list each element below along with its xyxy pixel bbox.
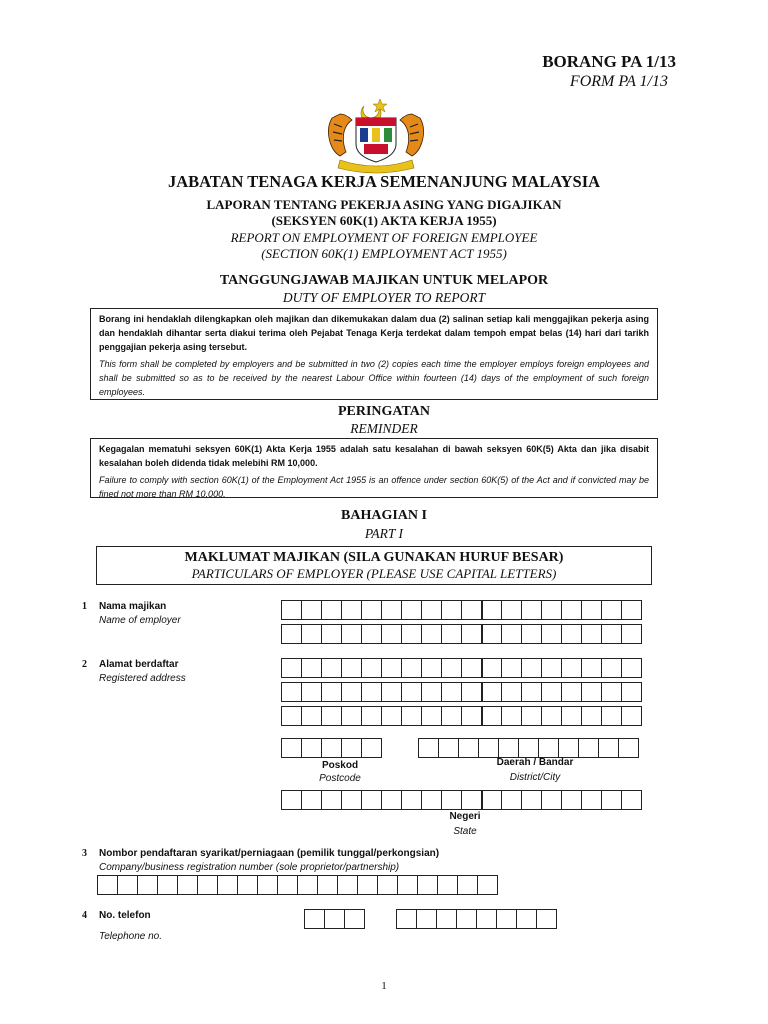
character-cell[interactable]	[501, 624, 522, 644]
character-cell[interactable]	[481, 790, 502, 810]
address-input-line1[interactable]	[281, 658, 642, 678]
character-cell[interactable]	[438, 738, 459, 758]
question-number: 4	[82, 910, 87, 921]
character-cell[interactable]	[401, 682, 422, 702]
character-cell[interactable]	[581, 624, 602, 644]
address-input-line3[interactable]	[281, 706, 642, 726]
character-cell[interactable]	[317, 875, 338, 895]
character-cell[interactable]	[601, 682, 622, 702]
character-cell[interactable]	[518, 738, 539, 758]
character-cell[interactable]	[561, 682, 582, 702]
character-cell[interactable]	[237, 875, 258, 895]
character-cell[interactable]	[441, 624, 462, 644]
character-cell[interactable]	[621, 790, 642, 810]
character-cell[interactable]	[441, 600, 462, 620]
character-cell[interactable]	[461, 658, 482, 678]
character-cell[interactable]	[478, 738, 499, 758]
character-cell[interactable]	[501, 682, 522, 702]
character-cell[interactable]	[456, 909, 477, 929]
section-bm: (SEKSYEN 60K(1) AKTA KERJA 1955)	[271, 213, 497, 228]
character-cell[interactable]	[418, 738, 439, 758]
character-cell[interactable]	[558, 738, 579, 758]
character-cell[interactable]	[281, 790, 302, 810]
character-cell[interactable]	[441, 682, 462, 702]
section-en: (SECTION 60K(1) EMPLOYMENT ACT 1955)	[261, 246, 507, 261]
character-cell[interactable]	[377, 875, 398, 895]
character-cell[interactable]	[561, 600, 582, 620]
character-cell[interactable]	[421, 624, 442, 644]
character-cell[interactable]	[361, 600, 382, 620]
registration-number-input[interactable]	[97, 875, 498, 895]
character-cell[interactable]	[461, 600, 482, 620]
character-cell[interactable]	[97, 875, 118, 895]
department-title: JABATAN TENAGA KERJA SEMENANJUNG MALAYSIA	[167, 172, 601, 191]
character-cell[interactable]	[521, 624, 542, 644]
character-cell[interactable]	[197, 875, 218, 895]
character-cell[interactable]	[337, 875, 358, 895]
registration-label-bm: Nombor pendaftaran syarikat/perniagaan (pemilik tunggal/perkongsian)	[99, 848, 440, 859]
character-cell[interactable]	[321, 738, 342, 758]
duty-text-en: This form shall be completed by employers and be submitted in two (2) copies each time the employer employs foreign employees and shall be submitted so as to be received by the nearest Labour Office within fourteen (14) days of the employment of such foreign employees.	[99, 359, 649, 397]
character-cell[interactable]	[461, 790, 482, 810]
state-label-en: State	[453, 826, 477, 837]
character-cell[interactable]	[401, 624, 422, 644]
character-cell[interactable]	[321, 624, 342, 644]
character-cell[interactable]	[401, 790, 422, 810]
postcode-label-en: Postcode	[319, 773, 361, 784]
character-cell[interactable]	[581, 600, 602, 620]
character-cell[interactable]	[541, 706, 562, 726]
character-cell[interactable]	[361, 790, 382, 810]
character-cell[interactable]	[401, 600, 422, 620]
reminder-text-box	[90, 438, 658, 498]
character-cell[interactable]	[416, 909, 437, 929]
character-cell[interactable]	[257, 875, 278, 895]
character-cell[interactable]	[297, 875, 318, 895]
state-label-bm: Negeri	[449, 811, 481, 822]
character-cell[interactable]	[536, 909, 557, 929]
character-cell[interactable]	[301, 738, 322, 758]
character-cell[interactable]	[561, 624, 582, 644]
character-cell[interactable]	[401, 658, 422, 678]
report-title-bm: LAPORAN TENTANG PEKERJA ASING YANG DIGAJIKAN	[206, 197, 562, 212]
telephone-label-bm: No. telefon	[99, 910, 151, 921]
character-cell[interactable]	[301, 682, 322, 702]
character-cell[interactable]	[381, 682, 402, 702]
reminder-heading-bm: PERINGATAN	[337, 404, 431, 419]
part-heading-bm: BAHAGIAN I	[341, 508, 427, 523]
question-number: 2	[82, 659, 87, 670]
duty-text-bm: Borang ini hendaklah dilengkapkan oleh majikan dan dikemukakan dalam dua (2) salinan setiap kali menggajikan pekerja asing dan hendaklah dihantar serta diakui terima oleh Pejabat Tenaga Kerja terdekat dalam tempoh empat belas (14) hari dari tarikh penggajian pekerja asing tersebut.	[99, 314, 649, 352]
character-cell[interactable]	[621, 624, 642, 644]
report-title-en: REPORT ON EMPLOYMENT OF FOREIGN EMPLOYEE	[230, 230, 538, 245]
part-title-box	[96, 546, 652, 585]
character-cell[interactable]	[621, 658, 642, 678]
employer-name-label-en: Name of employer	[99, 615, 181, 626]
character-cell[interactable]	[498, 738, 519, 758]
character-cell[interactable]	[541, 658, 562, 678]
character-cell[interactable]	[321, 706, 342, 726]
character-cell[interactable]	[521, 600, 542, 620]
character-cell[interactable]	[541, 600, 562, 620]
character-cell[interactable]	[281, 658, 302, 678]
telephone-number-input[interactable]	[396, 909, 557, 929]
character-cell[interactable]	[481, 706, 502, 726]
reminder-text-bm: Kegagalan mematuhi seksyen 60K(1) Akta Kerja 1955 adalah satu kesalahan di bawah seksyen 60K(5) Akta dan jika disabit kesalahan boleh didenda tidak melebihi RM 10,000.	[99, 444, 649, 468]
character-cell[interactable]	[341, 624, 362, 644]
character-cell[interactable]	[301, 658, 322, 678]
character-cell[interactable]	[437, 875, 458, 895]
character-cell[interactable]	[581, 790, 602, 810]
page-number: 1	[381, 980, 387, 992]
character-cell[interactable]	[501, 706, 522, 726]
character-cell[interactable]	[137, 875, 158, 895]
character-cell[interactable]	[397, 875, 418, 895]
character-cell[interactable]	[177, 875, 198, 895]
character-cell[interactable]	[341, 706, 362, 726]
character-cell[interactable]	[281, 738, 302, 758]
character-cell[interactable]	[401, 706, 422, 726]
character-cell[interactable]	[324, 909, 345, 929]
part-heading-en: PART I	[364, 526, 404, 541]
character-cell[interactable]	[421, 682, 442, 702]
character-cell[interactable]	[481, 658, 502, 678]
character-cell[interactable]	[381, 600, 402, 620]
character-cell[interactable]	[621, 682, 642, 702]
character-cell[interactable]	[581, 706, 602, 726]
character-cell[interactable]	[521, 706, 542, 726]
character-cell[interactable]	[157, 875, 178, 895]
character-cell[interactable]	[381, 706, 402, 726]
character-cell[interactable]	[277, 875, 298, 895]
character-cell[interactable]	[561, 658, 582, 678]
character-cell[interactable]	[381, 624, 402, 644]
character-cell[interactable]	[441, 790, 462, 810]
character-cell[interactable]	[341, 600, 362, 620]
character-cell[interactable]	[621, 706, 642, 726]
character-cell[interactable]	[281, 600, 302, 620]
character-cell[interactable]	[361, 738, 382, 758]
character-cell[interactable]	[581, 658, 602, 678]
character-cell[interactable]	[321, 682, 342, 702]
state-input[interactable]	[281, 790, 642, 810]
character-cell[interactable]	[538, 738, 559, 758]
reminder-heading-en: REMINDER	[350, 421, 418, 436]
character-cell[interactable]	[501, 790, 522, 810]
character-cell[interactable]	[117, 875, 138, 895]
character-cell[interactable]	[301, 600, 322, 620]
character-cell[interactable]	[421, 706, 442, 726]
character-cell[interactable]	[561, 790, 582, 810]
form-code: BORANG PA 1/13	[542, 52, 676, 71]
character-cell[interactable]	[481, 682, 502, 702]
character-cell[interactable]	[477, 875, 498, 895]
character-cell[interactable]	[381, 790, 402, 810]
district-input[interactable]	[418, 738, 639, 758]
character-cell[interactable]	[541, 790, 562, 810]
character-cell[interactable]	[521, 658, 542, 678]
employer-name-input-line2[interactable]	[281, 624, 642, 644]
part-title-en: PARTICULARS OF EMPLOYER (PLEASE USE CAPITAL LETTERS)	[191, 566, 557, 581]
character-cell[interactable]	[321, 790, 342, 810]
character-cell[interactable]	[421, 790, 442, 810]
character-cell[interactable]	[601, 790, 622, 810]
character-cell[interactable]	[417, 875, 438, 895]
telephone-area-code-input[interactable]	[304, 909, 365, 929]
character-cell[interactable]	[521, 682, 542, 702]
character-cell[interactable]	[361, 658, 382, 678]
character-cell[interactable]	[581, 682, 602, 702]
character-cell[interactable]	[421, 600, 442, 620]
character-cell[interactable]	[341, 682, 362, 702]
character-cell[interactable]	[496, 909, 517, 929]
character-cell[interactable]	[461, 682, 482, 702]
character-cell[interactable]	[621, 600, 642, 620]
character-cell[interactable]	[301, 790, 322, 810]
character-cell[interactable]	[321, 600, 342, 620]
character-cell[interactable]	[481, 600, 502, 620]
character-cell[interactable]	[381, 658, 402, 678]
character-cell[interactable]	[281, 706, 302, 726]
character-cell[interactable]	[598, 738, 619, 758]
duty-text-box	[90, 308, 658, 400]
character-cell[interactable]	[341, 790, 362, 810]
telephone-label-en: Telephone no.	[99, 931, 163, 942]
district-label-bm: Daerah / Bandar	[496, 757, 574, 768]
character-cell[interactable]	[458, 738, 479, 758]
character-cell[interactable]	[561, 706, 582, 726]
character-cell[interactable]	[441, 706, 462, 726]
question-number: 1	[82, 601, 87, 612]
character-cell[interactable]	[618, 738, 639, 758]
postcode-label-bm: Poskod	[321, 760, 359, 771]
character-cell[interactable]	[501, 658, 522, 678]
employer-name-input[interactable]	[281, 600, 642, 620]
character-cell[interactable]	[361, 624, 382, 644]
character-cell[interactable]	[301, 624, 322, 644]
character-cell[interactable]	[516, 909, 537, 929]
character-cell[interactable]	[321, 658, 342, 678]
character-cell[interactable]	[217, 875, 238, 895]
character-cell[interactable]	[361, 682, 382, 702]
character-cell[interactable]	[341, 658, 362, 678]
character-cell[interactable]	[344, 909, 365, 929]
character-cell[interactable]	[457, 875, 478, 895]
character-cell[interactable]	[578, 738, 599, 758]
employer-name-label-bm: Nama majikan	[99, 601, 167, 612]
form-code-en: FORM PA 1/13	[569, 73, 668, 90]
character-cell[interactable]	[396, 909, 417, 929]
character-cell[interactable]	[601, 600, 622, 620]
reminder-text-en: Failure to comply with section 60K(1) of the Employment Act 1955 is an offence under section 60K(5) of the Act and if convicted may be fined not more than RM 10,000.	[99, 475, 649, 499]
character-cell[interactable]	[601, 624, 622, 644]
question-number: 3	[82, 848, 87, 859]
duty-heading-en: DUTY OF EMPLOYER TO REPORT	[282, 290, 486, 305]
character-cell[interactable]	[501, 600, 522, 620]
character-cell[interactable]	[601, 658, 622, 678]
duty-heading-bm: TANGGUNGJAWAB MAJIKAN UNTUK MELAPOR	[219, 273, 549, 288]
character-cell[interactable]	[541, 682, 562, 702]
character-cell[interactable]	[461, 706, 482, 726]
character-cell[interactable]	[304, 909, 325, 929]
character-cell[interactable]	[341, 738, 362, 758]
character-cell[interactable]	[521, 790, 542, 810]
coat-of-arms-icon	[320, 96, 432, 174]
character-cell[interactable]	[461, 624, 482, 644]
address-label-en: Registered address	[99, 673, 186, 684]
character-cell[interactable]	[421, 658, 442, 678]
character-cell[interactable]	[281, 624, 302, 644]
character-cell[interactable]	[441, 658, 462, 678]
character-cell[interactable]	[361, 706, 382, 726]
character-cell[interactable]	[436, 909, 457, 929]
character-cell[interactable]	[476, 909, 497, 929]
address-label-bm: Alamat berdaftar	[99, 659, 179, 670]
character-cell[interactable]	[541, 624, 562, 644]
postcode-input[interactable]	[281, 738, 382, 758]
part-title-bm: MAKLUMAT MAJIKAN (SILA GUNAKAN HURUF BESAR)	[184, 550, 564, 565]
character-cell[interactable]	[281, 682, 302, 702]
character-cell[interactable]	[481, 624, 502, 644]
character-cell[interactable]	[301, 706, 322, 726]
character-cell[interactable]	[357, 875, 378, 895]
address-input-line2[interactable]	[281, 682, 642, 702]
character-cell[interactable]	[601, 706, 622, 726]
registration-label-en: Company/business registration number (sole proprietor/partnership)	[99, 862, 400, 873]
district-label-en: District/City	[509, 772, 561, 783]
